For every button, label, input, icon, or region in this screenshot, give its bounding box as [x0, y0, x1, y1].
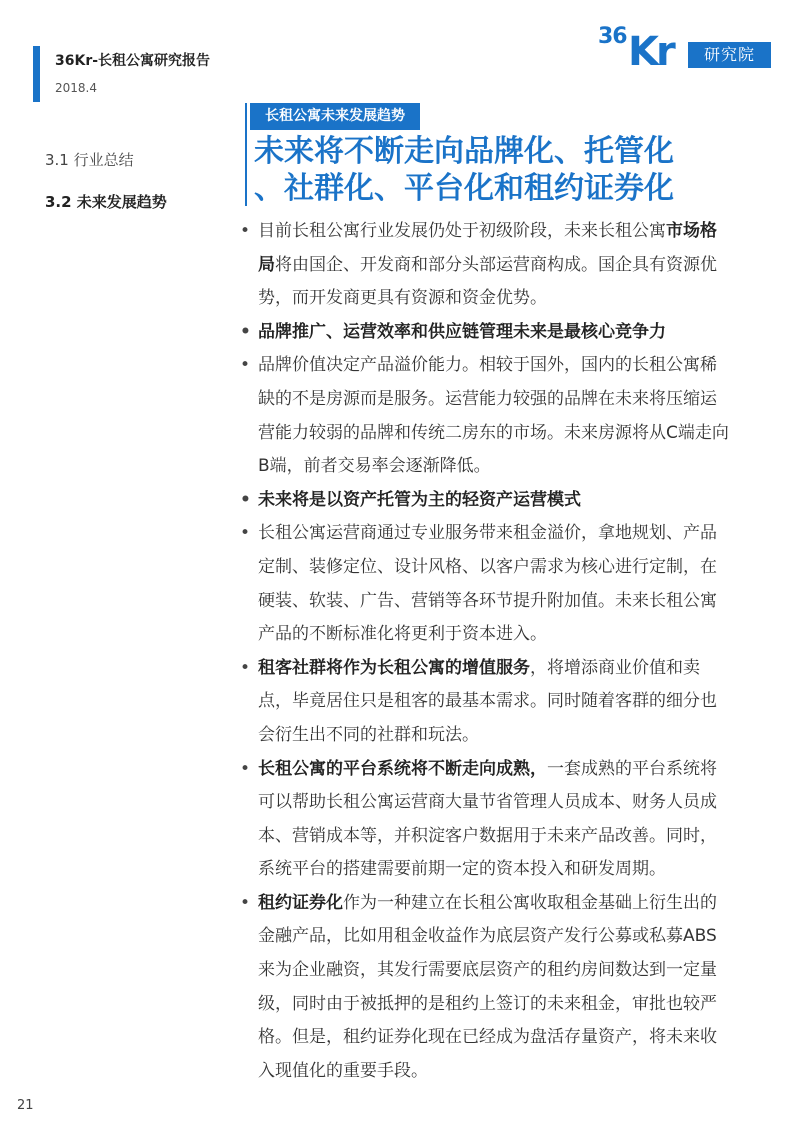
bullet-text: 品牌价值决定产品溢价能力。相较于国外，国内的长租公寓稀缺的不是房源而是服务。运营能力较强的品牌在未来将压缩运营能力较弱的品牌和传统二房东的市场。未来房源将从C端走向B端，前者交易率会逐渐降低。	[258, 355, 729, 477]
bullet-text: 长租公寓运营商通过专业服务带来租金溢价，拿地规划、产品定制、装修定位、设计风格、以客户需求为核心进行定制，在硬装、软装、广告、营销等各环节提升附加值。未来长租公寓产品的不断标准化将更利于资本进入。	[258, 523, 717, 645]
report-title: 36Kr-长租公寓研究报告	[55, 53, 211, 69]
36kr-research-logo	[598, 18, 773, 74]
bullet-bold-text: 长租公寓的平台系统将不断走向成熟，	[258, 758, 547, 779]
logo-number: 36	[598, 24, 627, 49]
logo-label: 研究院	[688, 42, 771, 68]
bullet-platform-system	[240, 753, 730, 887]
bullet-market-structure	[240, 215, 730, 316]
bullet-text: ，将增添商业价值和卖点，毕竟居住只是租客的最基本需求。同时随着客群的细分也会衍生出不同的社群和玩法。	[258, 657, 717, 745]
bullet-core-competitiveness	[240, 316, 730, 350]
headline-line-1: 未来将不断走向品牌化、托管化	[254, 134, 674, 169]
bullet-bold-text: 品牌推广、运营效率和供应链管理未来是最核心竞争力	[258, 321, 666, 342]
nav-item-industry-summary[interactable]: 3.1 行业总结	[45, 151, 134, 169]
bullet-lease-securitization	[240, 887, 730, 1089]
report-date: 2018.4	[55, 81, 97, 95]
bullet-bold-text: 租客社群将作为长租公寓的增值服务	[258, 657, 530, 678]
logo-letters: Kr	[628, 29, 673, 75]
bullet-bold-text: 租约证券化	[258, 892, 343, 913]
bullet-operator-premium	[240, 517, 730, 651]
bullet-brand-value	[240, 349, 730, 483]
headline-line-2: 、社群化、平台化和租约证券化	[254, 171, 674, 206]
bullet-tenant-community	[240, 652, 730, 753]
header-accent-bar	[33, 46, 40, 102]
page-number: 21	[17, 1098, 34, 1113]
bullet-text: 将由国企、开发商和部分头部运营商构成。国企具有资源优势，而开发商更具有资源和资金优势。	[258, 254, 717, 309]
nav-item-future-trends[interactable]: 3.2 未来发展趋势	[45, 193, 167, 211]
trend-bullet-list	[240, 215, 730, 1088]
section-divider-line	[245, 103, 247, 206]
section-headline	[254, 133, 724, 207]
bullet-asset-light-model	[240, 484, 730, 518]
bullet-bold-text: 市场格局	[258, 221, 717, 275]
bullet-text: 目前长租公寓行业发展仍处于初级阶段，未来长租公寓	[258, 221, 666, 241]
bullet-bold-text: 未来将是以资产托管为主的轻资产运营模式	[258, 489, 581, 510]
section-tag: 长租公寓未来发展趋势	[250, 103, 420, 130]
bullet-text: 作为一种建立在长租公寓收取租金基础上衍生出的金融产品，比如用租金收益作为底层资产发行公募或私募ABS来为企业融资，其发行需要底层资产的租约房间数达到一定量级，同时由于被抵押的是租约上签订的未来租金，审批也较严格。但是，租约证券化现在已经成为盘活存量资产，将未来收入现值化的重要手段。	[258, 892, 717, 1081]
bullet-text: 一套成熟的平台系统将可以帮助长租公寓运营商大量节省管理人员成本、财务人员成本、营销成本等，并积淀客户数据用于未来产品改善。同时，系统平台的搭建需要前期一定的资本投入和研发周期。	[258, 758, 717, 880]
